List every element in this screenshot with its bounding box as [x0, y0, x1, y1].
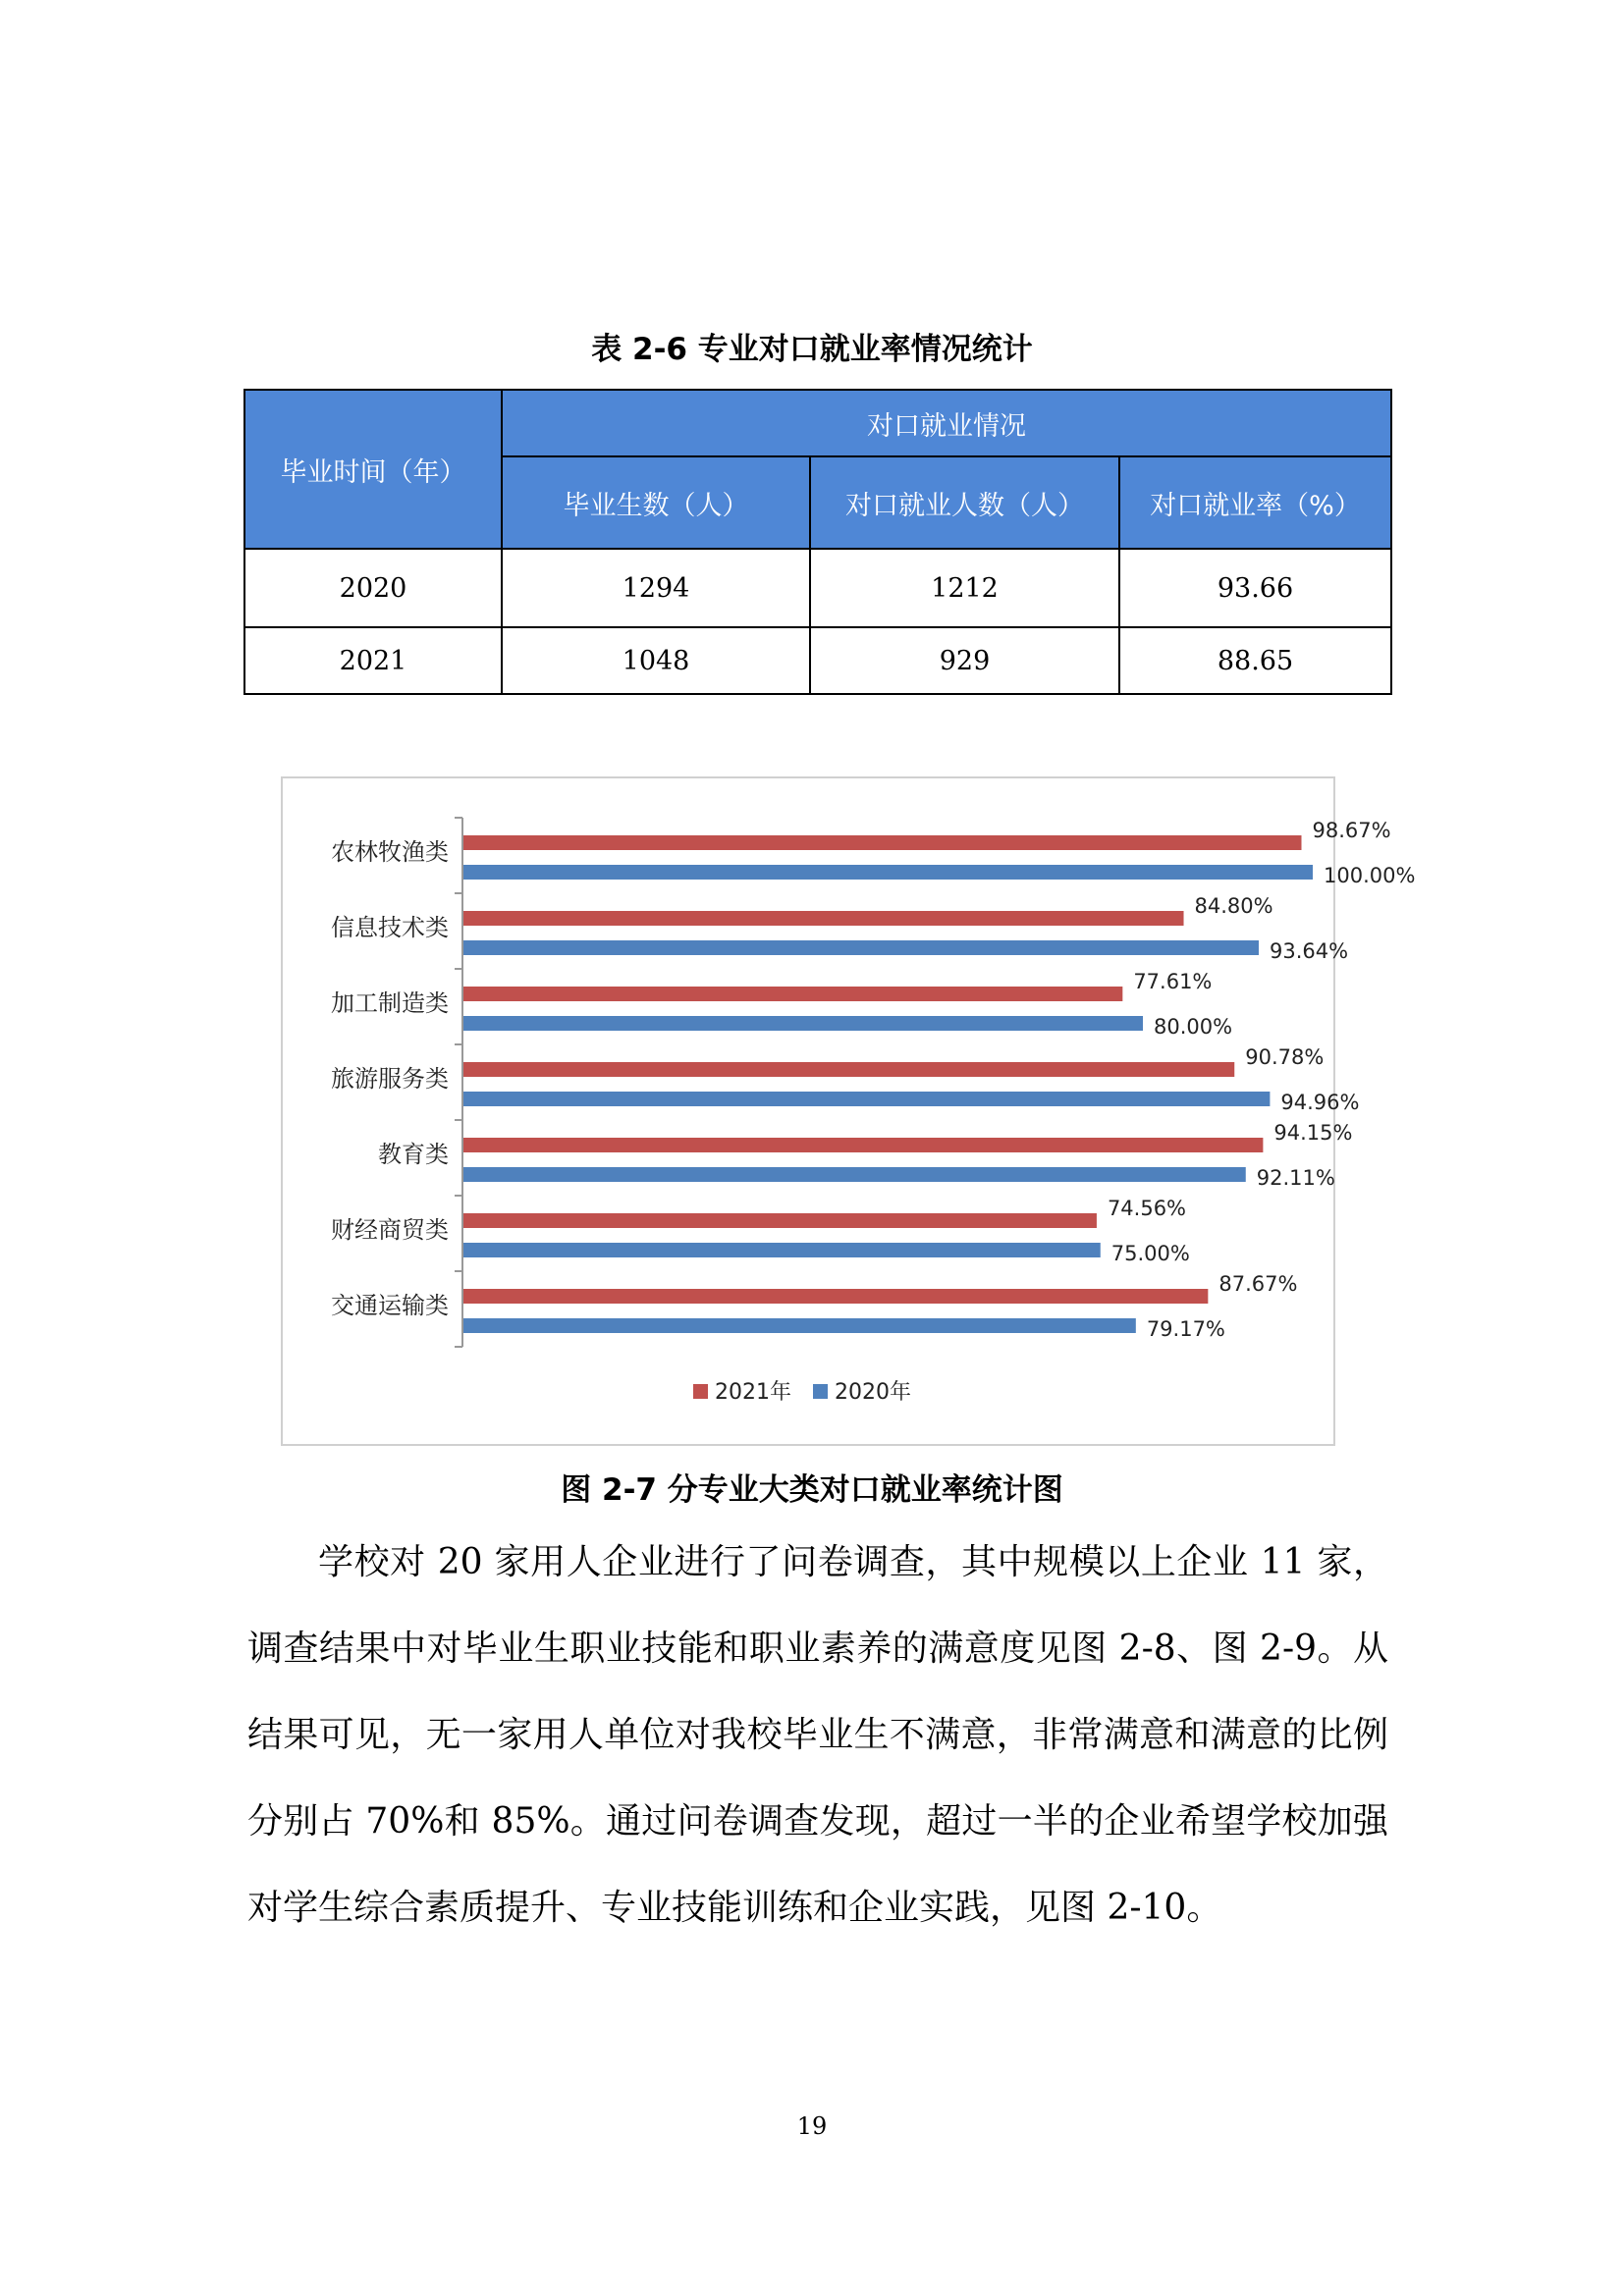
category-label: 旅游服务类: [331, 1065, 449, 1093]
legend-swatch: [813, 1384, 828, 1399]
bar: [463, 940, 1259, 955]
bar: [463, 911, 1184, 926]
data-label: 77.61%: [1133, 970, 1213, 993]
table-row: [244, 549, 1391, 627]
legend-label: 2021年: [715, 1380, 791, 1405]
table-cell: 1212: [810, 549, 1119, 627]
data-label: 93.64%: [1269, 939, 1349, 963]
table-cell: 2020: [244, 549, 502, 627]
bar: [463, 987, 1122, 1001]
data-label: 80.00%: [1154, 1015, 1233, 1039]
data-label: 92.11%: [1256, 1166, 1335, 1190]
table-cell: 93.66: [1119, 549, 1391, 627]
bar: [463, 1243, 1101, 1257]
category-label: 交通运输类: [331, 1292, 449, 1319]
chart-container: [281, 776, 1416, 1446]
data-label: 84.80%: [1194, 894, 1273, 918]
category-label: 加工制造类: [331, 989, 449, 1017]
header-group: 对口就业情况: [502, 390, 1391, 456]
data-label: 94.96%: [1280, 1091, 1360, 1114]
body-paragraph: 学校对 20 家用人企业进行了问卷调查，其中规模以上企业 11 家，调查结果中对毕业生职业技能和职业素养的满意度见图 2-8、图 2-9。从结果可见，无一家用人单位对我校毕业生不满意，非常满意和满意的比例分别占 70%和 85%。通过问卷调查发现，超过一半的企业希望学校加强对学生综合素质提升、专业技能训练和企业实践，见图 2-10。: [247, 1542, 1388, 1928]
header-matched-employed: 对口就业人数（人）: [810, 456, 1119, 549]
table-cell: 88.65: [1119, 627, 1391, 694]
data-label: 79.17%: [1146, 1317, 1225, 1341]
table-cell: 1048: [502, 627, 810, 694]
bar: [463, 1213, 1097, 1228]
data-label: 75.00%: [1110, 1242, 1190, 1265]
bar: [463, 1289, 1208, 1304]
figure-caption: 图 2-7 分专业大类对口就业率统计图: [561, 1472, 1063, 1508]
bar: [463, 1138, 1263, 1152]
employment-table: [244, 389, 1392, 695]
data-label: 90.78%: [1245, 1045, 1325, 1069]
bar: [463, 1092, 1270, 1106]
data-label: 87.67%: [1218, 1272, 1298, 1296]
legend-swatch: [693, 1384, 708, 1399]
data-label: 74.56%: [1107, 1197, 1187, 1220]
page-number: 19: [796, 2112, 828, 2140]
table-title: 表 2-6 专业对口就业率情况统计: [591, 332, 1033, 367]
table-cell: 2021: [244, 627, 502, 694]
bar: [463, 1318, 1136, 1333]
bar: [463, 865, 1313, 880]
bar: [463, 1016, 1143, 1031]
bar: [463, 1062, 1234, 1077]
bar-chart: [283, 778, 1416, 1444]
bar: [463, 1167, 1246, 1182]
legend-label: 2020年: [835, 1380, 911, 1405]
data-label: 94.15%: [1273, 1121, 1353, 1145]
category-label: 财经商贸类: [331, 1216, 449, 1244]
header-year: 毕业时间（年）: [244, 390, 502, 549]
category-label: 农林牧渔类: [331, 838, 449, 866]
header-matched-rate: 对口就业率（%）: [1119, 456, 1391, 549]
data-label: 100.00%: [1324, 864, 1416, 887]
category-label: 教育类: [378, 1141, 449, 1168]
table-row: [244, 627, 1391, 694]
data-label: 98.67%: [1312, 819, 1391, 842]
table-cell: 1294: [502, 549, 810, 627]
header-graduates: 毕业生数（人）: [502, 456, 810, 549]
bar: [463, 835, 1301, 850]
table-cell: 929: [810, 627, 1119, 694]
category-label: 信息技术类: [331, 914, 449, 941]
